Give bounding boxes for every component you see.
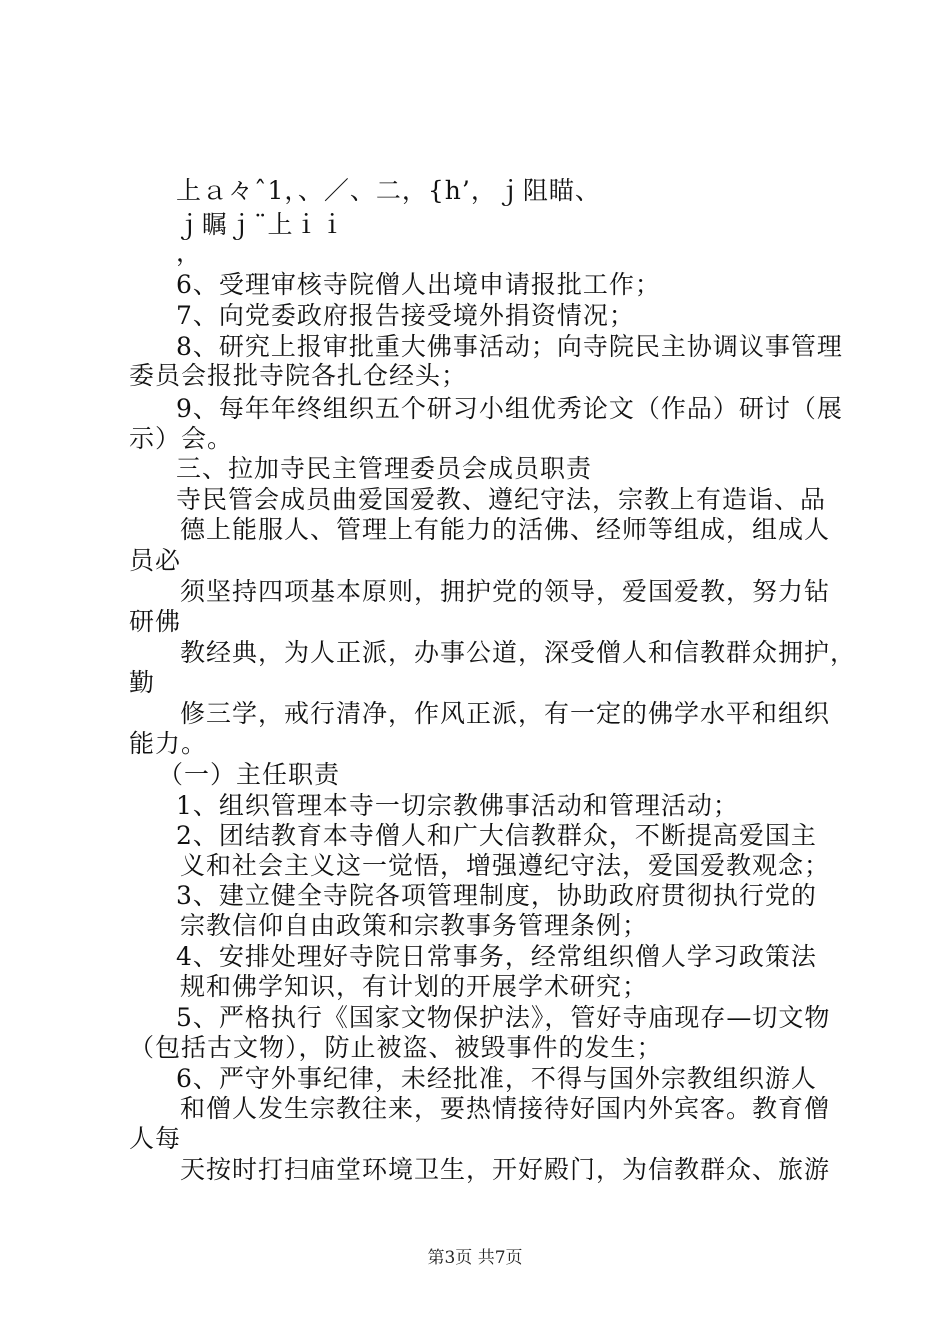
text-line: 规和佛学知识，有计划的开展学术研究； — [180, 972, 649, 1001]
text-line: 4、安排处理好寺院日常事务，经常组织僧人学习政策法 — [176, 942, 817, 971]
text-line: 天按时打扫庙堂环境卫生，开好殿门，为信教群众、旅游 — [180, 1155, 831, 1184]
text-line: ， — [176, 238, 203, 267]
text-line: 勤 — [129, 668, 156, 697]
text-line: 人每 — [129, 1124, 182, 1153]
text-line: 6、受理审核寺院僧人出境申请报批工作； — [176, 270, 661, 299]
text-line: 示）会。 — [129, 424, 234, 453]
text-line: 委员会报批寺院各扎仓经头； — [129, 361, 468, 390]
section-heading: 三、拉加寺民主管理委员会成员职责 — [176, 454, 593, 483]
text-line: 和僧人发生宗教往来，要热情接待好国内外宾客。教育僧 — [180, 1094, 831, 1123]
text-line: 7、向党委政府报告接受境外捐资情况； — [176, 301, 635, 330]
text-line: 能力。 — [129, 729, 208, 758]
text-line: 义和社会主义这一觉悟，增强遵纪守法，爱国爱教观念； — [180, 851, 831, 880]
text-line: 教经典，为人正派，办事公道，深受僧人和信教群众拥护， — [180, 638, 857, 667]
text-line: 寺民管会成员曲爱国爱教、遵纪守法，宗教上有造诣、品 — [176, 485, 827, 514]
text-line: 5、严格执行《国家文物保护法》，管好寺庙现存—切文物 — [176, 1003, 831, 1032]
text-line: 9、每年年终组织五个研习小组优秀论文（作品）研讨（展 — [176, 394, 843, 423]
text-line: 德上能服人、管理上有能力的活佛、经师等组成，组成人 — [180, 515, 831, 544]
text-line: 研佛 — [129, 607, 182, 636]
text-line: 宗教信仰自由政策和宗教事务管理条例； — [180, 911, 649, 940]
text-line: ｊ瞩ｊ¨上ｉｉ — [176, 210, 346, 239]
text-line: 3、建立健全寺院各项管理制度，协助政府贯彻执行党的 — [176, 881, 817, 910]
section-heading: （一）主任职责 — [158, 760, 341, 789]
text-line: 员必 — [129, 546, 182, 575]
text-line: 1、组织管理本寺一切宗教佛事活动和管理活动； — [176, 791, 739, 820]
page-footer: 第3页 共7页 — [427, 1248, 523, 1268]
text-line: 6、严守外事纪律，未经批准，不得与国外宗教组织游人 — [176, 1064, 817, 1093]
text-line: 须坚持四项基本原则，拥护党的领导，爱国爱教，努力钻 — [180, 577, 831, 606]
text-line: （包括古文物），防止被盗、被毁事件的发生； — [129, 1033, 663, 1062]
text-line: 修三学，戒行清净，作风正派，有一定的佛学水平和组织 — [180, 699, 831, 728]
text-line: 8、研究上报审批重大佛事活动；向寺院民主协调议事管理 — [176, 332, 843, 361]
text-line: 2、团结教育本寺僧人和广大信教群众，不断提高爱国主 — [176, 821, 817, 850]
text-line: 上ａ々ˆ1，、／、二，{h’，ｊ阻瞄、 — [176, 176, 601, 205]
